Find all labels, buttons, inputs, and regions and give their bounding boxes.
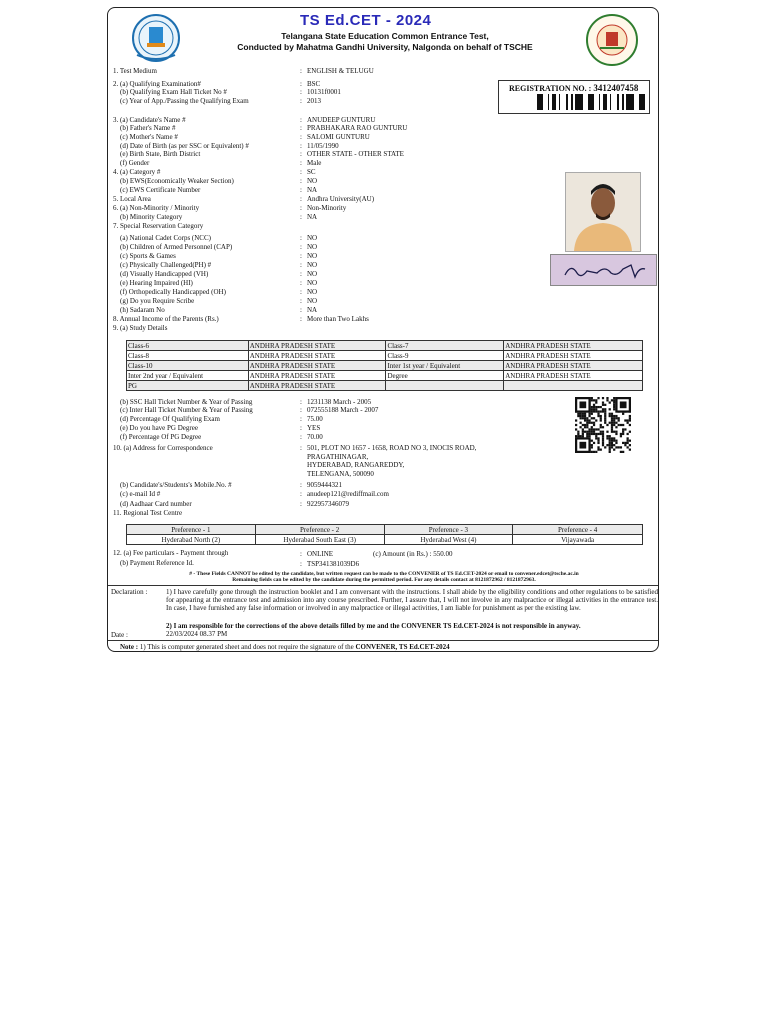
field-label: (f) Gender [120, 159, 150, 167]
qr-code [575, 397, 631, 453]
study-row [127, 361, 643, 371]
preference-centre: Hyderabad North (2) [127, 535, 256, 545]
study-row [127, 371, 643, 381]
study-row [127, 351, 643, 361]
field-colon: : [300, 252, 302, 260]
date-label: Date : [111, 631, 128, 639]
payment-ref-label: (b) Payment Reference Id. [120, 559, 194, 567]
footer-note-label: Note : [120, 643, 139, 651]
field-value: More than Two Lakhs [307, 315, 369, 323]
field-label: (c) Year of App./Passing the Qualifying Exam [120, 97, 249, 105]
field-value: ENGLISH & TELUGU [307, 67, 374, 75]
study-cell: Class-10 [127, 361, 249, 371]
field-value: NA [307, 186, 318, 194]
field-label: (f) Orthopedically Handicapped (OH) [120, 288, 226, 296]
field-colon: : [300, 88, 302, 96]
field-label: (c) Inter Hall Ticket Number & Year of Passing [120, 406, 253, 414]
field-label: 2. (a) Qualifying Examination# [113, 80, 201, 88]
field-label: (c) Mother's Name # [120, 133, 178, 141]
field-colon: : [300, 97, 302, 105]
field-value: 2013 [307, 97, 321, 105]
field-label: 8. Annual Income of the Parents (Rs.) [113, 315, 219, 323]
preference-centre: Vijayawada [513, 535, 643, 545]
field-value: 922957346079 [307, 500, 349, 508]
field-value: YES [307, 424, 321, 432]
subtitle-line-2: Conducted by Mahatma Gandhi University, Nalgonda on behalf of TSCHE [237, 42, 533, 52]
declaration-text-1: 1) I have carefully gone through the instruction booklet and I am conversant with the instructions. I shall abide by the eligibility conditions and other regulations to be satisfied for appearing at the entrance test and admission into any course prescribed. Further, I assure that, I will not involve in any malpractice or illegal activities in the entrance test. In case, I have furnished any false information or involved in any malpractice or illegal activities, I am liable for punishment as per the existing law. [166, 588, 658, 612]
field-label: 6. (a) Non-Minority / Minority [113, 204, 200, 212]
field-label: (b) SSC Hall Ticket Number & Year of Passing [120, 398, 253, 406]
registration-label: REGISTRATION NO. : [509, 84, 592, 93]
study-cell: ANDHRA PRADESH STATE [248, 341, 386, 351]
preference-header: Preference - 1 [127, 525, 256, 535]
preference-centre: Hyderabad South East (3) [255, 535, 384, 545]
notice-line-1: # - These Fields CANNOT be edited by the candidate, but written request can be made to the CONVENER of TS Ed.CET-2024 or email to convener.edcet@tsche.ac.in [189, 571, 579, 577]
study-cell: ANDHRA PRADESH STATE [248, 351, 386, 361]
field-value: 11/05/1990 [307, 142, 339, 150]
declaration-text-2: 2) I am responsible for the corrections of the above details filled by me and the CONVENER TS Ed.CET-2024 is not responsible in anyway. [166, 622, 581, 630]
field-label: (b) Father's Name # [120, 124, 176, 132]
field-value: NO [307, 261, 318, 269]
field-colon: : [300, 481, 302, 489]
field-value: BSC [307, 80, 321, 88]
address-label: 10. (a) Address for Correspondence [113, 444, 213, 452]
field-label: (e) Do you have PG Degree [120, 424, 198, 432]
registration-box [498, 80, 650, 114]
field-value: NO [307, 297, 318, 305]
field-colon: : [300, 80, 302, 88]
field-colon: : [300, 490, 302, 498]
notice-line-2: Remaining fields can be edited by the candidate during the permitted period. For any details contact at 8121872962 / 8121872963. [232, 577, 536, 583]
field-value: 072555188 March - 2007 [307, 406, 379, 414]
study-row [127, 381, 643, 391]
study-row [127, 341, 643, 351]
field-label: (c) e-mail Id # [120, 490, 161, 498]
field-value: NA [307, 306, 318, 314]
study-cell: Class-7 [386, 341, 504, 351]
field-label: (d) Visually Handicapped (VH) [120, 270, 209, 278]
field-label: (d) Percentage Of Qualifying Exam [120, 415, 220, 423]
fee-amount-label: (c) Amount (in Rs.) : [373, 550, 432, 558]
field-colon: : [300, 168, 302, 176]
field-value: Non-Minority [307, 204, 347, 212]
payment-ref-value: TSP341381039D6 [307, 560, 360, 568]
field-colon: : [300, 67, 302, 75]
footer-note-bold: CONVENER, TS Ed.CET-2024 [355, 643, 450, 651]
study-details-table [126, 340, 643, 391]
field-value: NA [307, 213, 318, 221]
page-title: TS Ed.CET - 2024 [300, 12, 432, 29]
fee-amount: 550.00 [433, 550, 453, 558]
study-cell: ANDHRA PRADESH STATE [248, 361, 386, 371]
study-cell: Inter 2nd year / Equivalent [127, 371, 249, 381]
field-value: anudeep121@rediffmail.com [307, 490, 389, 498]
address-line: HYDERABAD, RANGAREDDY, [307, 461, 405, 470]
study-cell: ANDHRA PRADESH STATE [504, 371, 643, 381]
study-cell: Inter 1st year / Equivalent [386, 361, 504, 371]
field-label: (c) Physically Challenged(PH) # [120, 261, 212, 269]
field-colon: : [300, 398, 302, 406]
study-cell [504, 381, 643, 391]
study-cell: ANDHRA PRADESH STATE [248, 381, 386, 391]
field-label: (a) National Cadet Corps (NCC) [120, 234, 211, 242]
preference-table [126, 524, 643, 545]
field-value: 9059444321 [307, 481, 342, 489]
field-label: (b) EWS(Economically Weaker Section) [120, 177, 234, 185]
field-colon: : [300, 297, 302, 305]
declaration-divider [108, 585, 658, 586]
field-value: NO [307, 243, 318, 251]
field-label: (b) Candidate's/Students's Mobile.No. # [120, 481, 232, 489]
field-colon: : [300, 279, 302, 287]
study-cell: ANDHRA PRADESH STATE [248, 371, 386, 381]
field-colon: : [300, 315, 302, 323]
field-colon: : [300, 195, 302, 203]
study-cell: PG [127, 381, 249, 391]
address-line: TELENGANA, 500090 [307, 470, 374, 479]
address-line: PRAGATHINAGAR, [307, 452, 369, 461]
preference-header: Preference - 4 [513, 525, 643, 535]
field-label: (b) Qualifying Exam Hall Ticket No # [120, 88, 227, 96]
footer-divider [108, 640, 658, 641]
preference-header: Preference - 3 [384, 525, 513, 535]
field-colon: : [300, 186, 302, 194]
footer-note-text: 1) This is computer generated sheet and does not require the signature of the [139, 643, 354, 651]
field-value: Male [307, 159, 322, 167]
field-label: 3. (a) Candidate's Name # [113, 116, 186, 124]
field-colon: : [300, 424, 302, 432]
field-colon: : [300, 306, 302, 314]
field-colon: : [300, 500, 302, 508]
field-value: 10131f0001 [307, 88, 341, 96]
declaration-label: Declaration : [111, 588, 148, 596]
field-value: NO [307, 279, 318, 287]
address-line: 501, PLOT NO 1657 - 1658, ROAD NO 3, INOCIS ROAD, [307, 444, 477, 452]
mgu-logo [125, 13, 187, 63]
field-value: 1231138 March - 2005 [307, 398, 372, 406]
footer-note [120, 643, 450, 651]
field-label: (d) Aadhaar Card number [120, 500, 192, 508]
field-colon: : [300, 116, 302, 124]
study-cell: ANDHRA PRADESH STATE [504, 341, 643, 351]
field-colon: : [300, 243, 302, 251]
preference-row [127, 525, 643, 535]
declaration-date: 22/03/2024 08.37 PM [166, 630, 228, 638]
field-value: SC [307, 168, 316, 176]
field-label: (g) Do you Require Scribe [120, 297, 195, 305]
study-cell: Class-6 [127, 341, 249, 351]
field-value: Andhra University(AU) [307, 195, 375, 203]
candidate-photo [565, 172, 641, 252]
field-label: (e) Birth State, Birth District [120, 150, 201, 158]
candidate-signature [550, 254, 657, 286]
field-label: (d) Date of Birth (as per SSC or Equivalent) # [120, 142, 249, 150]
study-cell: ANDHRA PRADESH STATE [504, 361, 643, 371]
fee-mode: ONLINE [307, 550, 334, 558]
field-value: NO [307, 177, 318, 185]
field-label: 11. Regional Test Centre [113, 509, 183, 517]
field-colon: : [300, 150, 302, 158]
field-value: PRABHAKARA RAO GUNTURU [307, 124, 408, 132]
field-label: (h) Sadaram No [120, 306, 165, 314]
field-colon: : [300, 261, 302, 269]
field-colon: : [300, 288, 302, 296]
field-value: NO [307, 252, 318, 260]
field-value: NO [307, 270, 318, 278]
field-value: 70.00 [307, 433, 323, 441]
field-label: 5. Local Area [113, 195, 151, 203]
field-colon: : [300, 415, 302, 423]
field-label: (b) Children of Armed Personnel (CAP) [120, 243, 233, 251]
field-colon: : [300, 234, 302, 242]
registration-number: 3412407458 [593, 83, 639, 93]
field-colon: : [300, 204, 302, 212]
registration-barcode [537, 94, 645, 110]
field-label: (e) Hearing Impaired (HI) [120, 279, 193, 287]
field-value: NO [307, 288, 318, 296]
preference-header: Preference - 2 [255, 525, 384, 535]
preference-row [127, 535, 643, 545]
field-value: ANUDEEP GUNTURU [307, 116, 376, 124]
field-label: (f) Percentage Of PG Degree [120, 433, 202, 441]
preference-centre: Hyderabad West (4) [384, 535, 513, 545]
field-value: NO [307, 234, 318, 242]
field-colon: : [300, 406, 302, 414]
study-cell: Degree [386, 371, 504, 381]
field-colon: : [300, 124, 302, 132]
field-label: 9. (a) Study Details [113, 324, 168, 332]
field-colon: : [300, 433, 302, 441]
field-colon: : [300, 270, 302, 278]
field-value: SALOMI GUNTURU [307, 133, 370, 141]
field-value: OTHER STATE - OTHER STATE [307, 150, 404, 158]
study-cell [386, 381, 504, 391]
field-label: 1. Test Medium [113, 67, 157, 75]
study-cell: Class-9 [386, 351, 504, 361]
field-label: (b) Minority Category [120, 213, 183, 221]
field-colon: : [300, 177, 302, 185]
field-label: 7. Special Reservation Category [113, 222, 204, 230]
fee-label: 12. (a) Fee particulars - Payment through [113, 549, 229, 557]
field-label: 4. (a) Category # [113, 168, 161, 176]
study-cell: Class-8 [127, 351, 249, 361]
field-label: (c) EWS Certificate Number [120, 186, 201, 194]
field-label: (c) Sports & Games [120, 252, 176, 260]
tsche-logo [580, 12, 644, 68]
field-value: 75.00 [307, 415, 323, 423]
field-colon: : [300, 159, 302, 167]
study-cell: ANDHRA PRADESH STATE [504, 351, 643, 361]
subtitle-line-1: Telangana State Education Common Entrance Test, [281, 31, 489, 41]
field-colon: : [300, 213, 302, 221]
field-colon: : [300, 142, 302, 150]
field-colon: : [300, 133, 302, 141]
